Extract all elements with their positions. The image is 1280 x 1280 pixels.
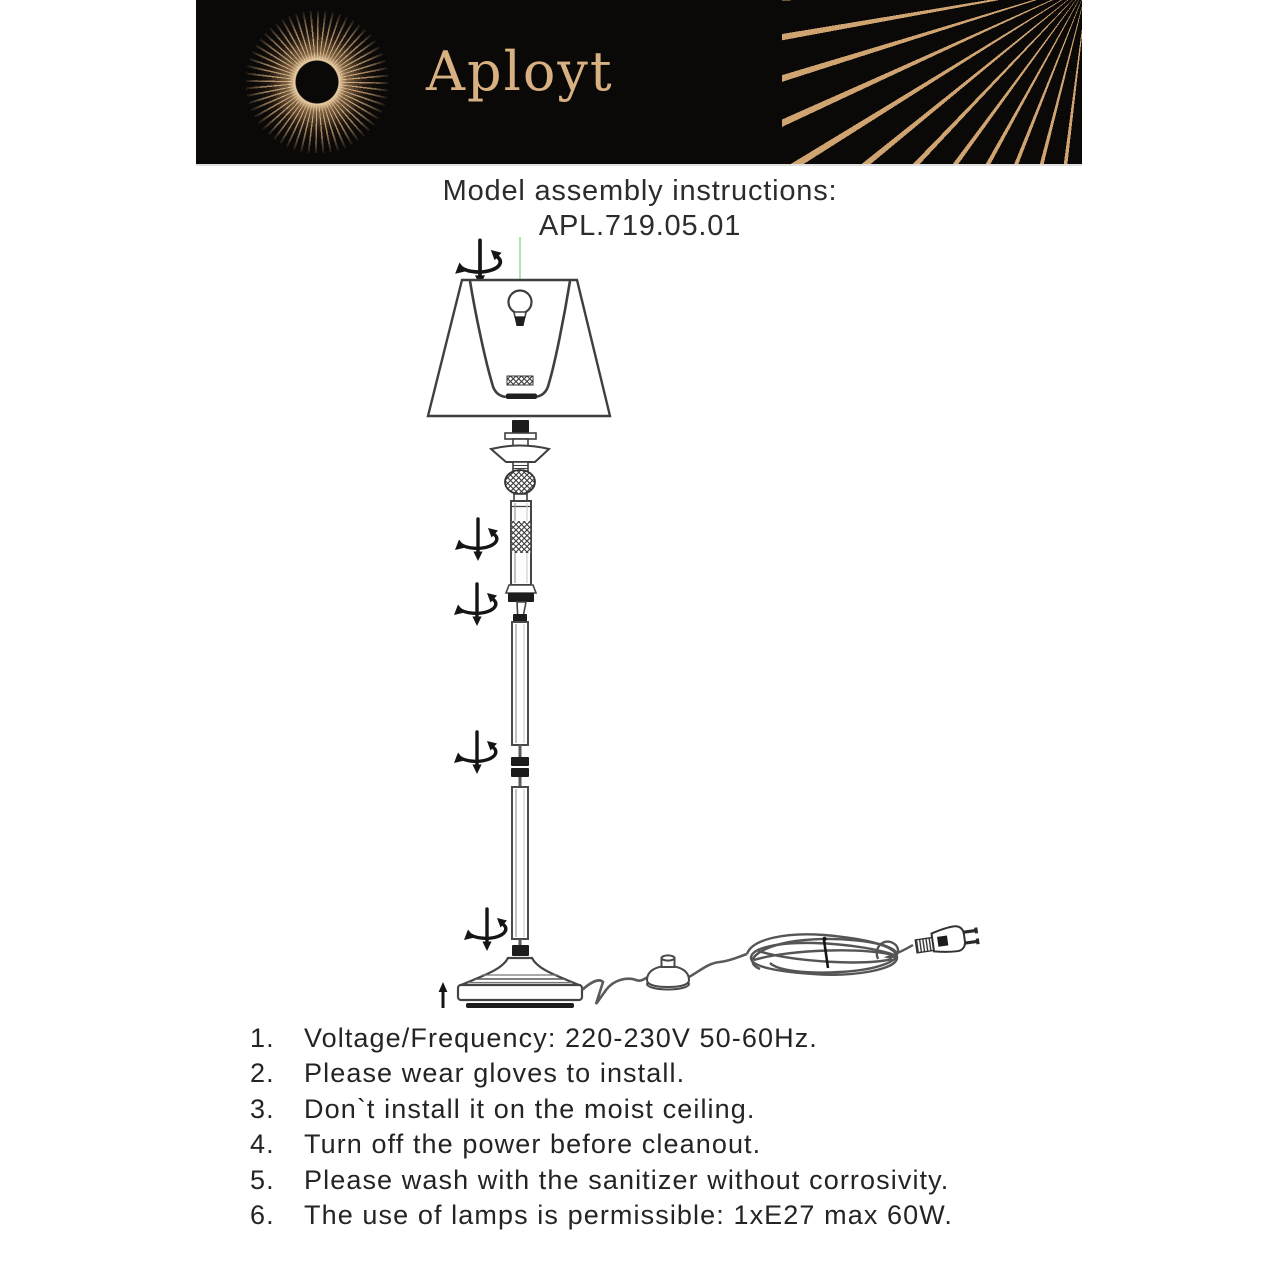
- item-text: Turn off the power before cleanout.: [304, 1129, 762, 1160]
- item-number: 2.: [250, 1058, 275, 1089]
- corner-rays-icon: [782, 0, 1082, 164]
- list-item: [250, 1023, 953, 1058]
- item-text: Don`t install it on the moist ceiling.: [304, 1093, 756, 1124]
- list-item: [250, 1165, 953, 1200]
- list-item: [250, 1200, 953, 1235]
- item-number: 1.: [250, 1023, 275, 1053]
- sunburst-icon: [246, 11, 388, 153]
- stem-tube-1: [512, 614, 528, 757]
- base: [458, 958, 582, 1008]
- list-item: [250, 1094, 953, 1129]
- list-item: [250, 1058, 953, 1093]
- item-text: Voltage/Frequency: 220-230V 50-60Hz.: [304, 1023, 818, 1053]
- cord-tie: [822, 937, 828, 968]
- decorative-ball: [505, 470, 535, 501]
- list-item: [250, 1129, 953, 1164]
- coiled-cord: [747, 934, 913, 974]
- item-number: 5.: [250, 1164, 275, 1195]
- stem-tube-2: [512, 787, 529, 956]
- item-number: 3.: [250, 1093, 275, 1124]
- socket: [491, 420, 549, 471]
- instruction-list: [250, 1023, 953, 1235]
- brand-logo-text: Aployt: [426, 40, 614, 103]
- assembly-diagram: [230, 233, 1000, 1023]
- item-number: 6.: [250, 1199, 275, 1230]
- item-text: Please wear gloves to install.: [304, 1058, 686, 1089]
- brand-banner: [196, 0, 1082, 164]
- lift-arrow-icon: [439, 982, 448, 1008]
- upper-column: [506, 501, 536, 622]
- item-text: The use of lamps is permissible: 1xE27 max 60W.: [304, 1199, 953, 1230]
- page-title: Model assembly instructions:: [442, 175, 838, 207]
- item-text: Please wash with the sanitizer without corrosivity.: [304, 1164, 950, 1195]
- foot-switch: [647, 955, 689, 989]
- model-code: APL.719.05.01: [538, 210, 742, 242]
- plug: [914, 923, 980, 957]
- item-number: 4.: [250, 1129, 275, 1160]
- stem-connector: [511, 757, 529, 787]
